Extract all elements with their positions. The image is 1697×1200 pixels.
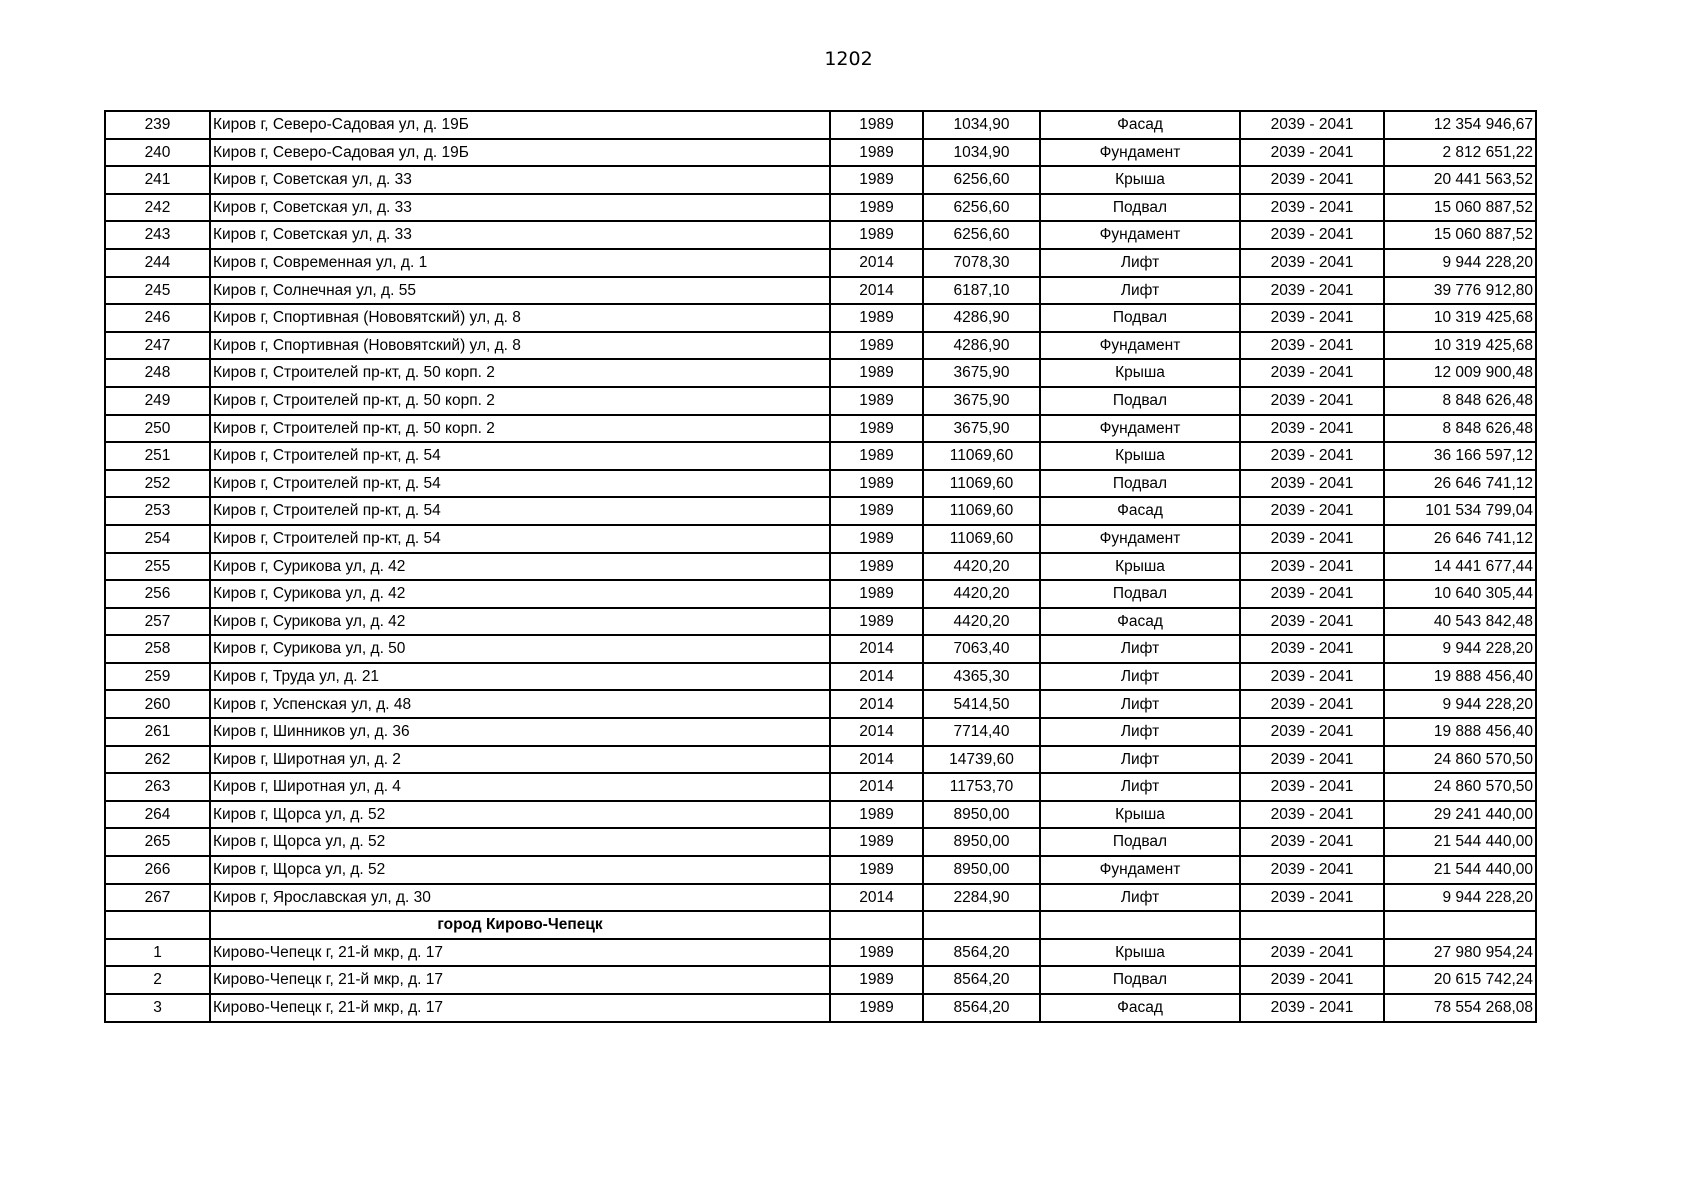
row-number-cell: 243 <box>105 221 210 249</box>
year-cell: 2014 <box>830 277 923 305</box>
cost-cell: 20 615 742,24 <box>1384 966 1536 994</box>
table-row <box>105 415 1536 443</box>
period-cell: 2039 - 2041 <box>1240 663 1384 691</box>
work-type-cell: Фасад <box>1040 608 1240 636</box>
cost-cell: 19 888 456,40 <box>1384 718 1536 746</box>
area-cell: 11753,70 <box>923 773 1040 801</box>
cost-cell: 21 544 440,00 <box>1384 828 1536 856</box>
year-cell: 1989 <box>830 332 923 360</box>
year-cell: 2014 <box>830 718 923 746</box>
cost-cell: 10 640 305,44 <box>1384 580 1536 608</box>
address-cell: Киров г, Солнечная ул, д. 55 <box>210 277 830 305</box>
work-type-cell: Лифт <box>1040 249 1240 277</box>
year-cell: 1989 <box>830 801 923 829</box>
period-cell: 2039 - 2041 <box>1240 966 1384 994</box>
period-cell: 2039 - 2041 <box>1240 939 1384 967</box>
cost-cell: 8 848 626,48 <box>1384 415 1536 443</box>
year-cell: 2014 <box>830 663 923 691</box>
work-type-cell: Фундамент <box>1040 415 1240 443</box>
table-row <box>105 746 1536 774</box>
year-cell: 1989 <box>830 994 923 1022</box>
work-type-cell: Фундамент <box>1040 856 1240 884</box>
area-cell: 4420,20 <box>923 553 1040 581</box>
address-cell: Киров г, Щорса ул, д. 52 <box>210 801 830 829</box>
year-cell: 2014 <box>830 690 923 718</box>
address-cell: Киров г, Спортивная (Нововятский) ул, д. 8 <box>210 332 830 360</box>
year-cell: 1989 <box>830 442 923 470</box>
period-cell: 2039 - 2041 <box>1240 249 1384 277</box>
table-row <box>105 166 1536 194</box>
table-row <box>105 111 1536 139</box>
year-cell: 1989 <box>830 608 923 636</box>
period-cell: 2039 - 2041 <box>1240 221 1384 249</box>
period-cell: 2039 - 2041 <box>1240 635 1384 663</box>
cost-cell: 39 776 912,80 <box>1384 277 1536 305</box>
row-number-cell: 3 <box>105 994 210 1022</box>
period-cell: 2039 - 2041 <box>1240 525 1384 553</box>
row-number-cell: 257 <box>105 608 210 636</box>
work-type-cell: Лифт <box>1040 718 1240 746</box>
row-number-cell: 2 <box>105 966 210 994</box>
table-row <box>105 966 1536 994</box>
year-cell: 1989 <box>830 497 923 525</box>
year-cell: 1989 <box>830 359 923 387</box>
table-row <box>105 221 1536 249</box>
year-cell: 1989 <box>830 415 923 443</box>
period-cell: 2039 - 2041 <box>1240 277 1384 305</box>
year-cell: 1989 <box>830 304 923 332</box>
period-cell: 2039 - 2041 <box>1240 359 1384 387</box>
row-number-cell: 253 <box>105 497 210 525</box>
area-cell: 5414,50 <box>923 690 1040 718</box>
area-cell: 2284,90 <box>923 884 1040 912</box>
work-type-cell: Лифт <box>1040 884 1240 912</box>
area-cell: 1034,90 <box>923 139 1040 167</box>
area-cell: 8564,20 <box>923 966 1040 994</box>
year-cell: 1989 <box>830 939 923 967</box>
table-row <box>105 304 1536 332</box>
table-row <box>105 580 1536 608</box>
address-cell: Киров г, Современная ул, д. 1 <box>210 249 830 277</box>
cost-cell: 40 543 842,48 <box>1384 608 1536 636</box>
period-cell: 2039 - 2041 <box>1240 746 1384 774</box>
cost-cell: 10 319 425,68 <box>1384 332 1536 360</box>
work-type-cell: Лифт <box>1040 746 1240 774</box>
area-cell: 7714,40 <box>923 718 1040 746</box>
area-cell: 4420,20 <box>923 608 1040 636</box>
empty-cell <box>830 911 923 939</box>
empty-cell <box>1384 911 1536 939</box>
work-type-cell: Фасад <box>1040 111 1240 139</box>
cost-cell: 26 646 741,12 <box>1384 470 1536 498</box>
work-type-cell: Лифт <box>1040 277 1240 305</box>
year-cell: 1989 <box>830 966 923 994</box>
work-type-cell: Фундамент <box>1040 221 1240 249</box>
year-cell: 1989 <box>830 166 923 194</box>
work-type-cell: Лифт <box>1040 635 1240 663</box>
row-number-cell: 247 <box>105 332 210 360</box>
row-number-cell: 262 <box>105 746 210 774</box>
period-cell: 2039 - 2041 <box>1240 773 1384 801</box>
page-number: 1202 <box>824 48 873 70</box>
work-type-cell: Фасад <box>1040 994 1240 1022</box>
address-cell: Киров г, Успенская ул, д. 48 <box>210 690 830 718</box>
area-cell: 8950,00 <box>923 801 1040 829</box>
address-cell: Киров г, Щорса ул, д. 52 <box>210 856 830 884</box>
year-cell: 1989 <box>830 139 923 167</box>
table-row <box>105 470 1536 498</box>
period-cell: 2039 - 2041 <box>1240 994 1384 1022</box>
cost-cell: 12 009 900,48 <box>1384 359 1536 387</box>
table-row <box>105 773 1536 801</box>
area-cell: 8950,00 <box>923 828 1040 856</box>
work-type-cell: Фасад <box>1040 497 1240 525</box>
area-cell: 7078,30 <box>923 249 1040 277</box>
cost-cell: 24 860 570,50 <box>1384 773 1536 801</box>
address-cell: Киров г, Советская ул, д. 33 <box>210 194 830 222</box>
work-type-cell: Фундамент <box>1040 332 1240 360</box>
period-cell: 2039 - 2041 <box>1240 139 1384 167</box>
area-cell: 11069,60 <box>923 442 1040 470</box>
address-cell: Киров г, Строителей пр-кт, д. 50 корп. 2 <box>210 415 830 443</box>
period-cell: 2039 - 2041 <box>1240 856 1384 884</box>
cost-cell: 101 534 799,04 <box>1384 497 1536 525</box>
work-type-cell: Лифт <box>1040 690 1240 718</box>
year-cell: 1989 <box>830 553 923 581</box>
address-cell: Кирово-Чепецк г, 21-й мкр, д. 17 <box>210 966 830 994</box>
row-number-cell: 248 <box>105 359 210 387</box>
address-cell: Киров г, Сурикова ул, д. 42 <box>210 608 830 636</box>
table-row <box>105 139 1536 167</box>
row-number-cell: 249 <box>105 387 210 415</box>
area-cell: 7063,40 <box>923 635 1040 663</box>
table-row <box>105 277 1536 305</box>
table-row <box>105 718 1536 746</box>
year-cell: 1989 <box>830 470 923 498</box>
year-cell: 1989 <box>830 828 923 856</box>
cost-cell: 9 944 228,20 <box>1384 635 1536 663</box>
cost-cell: 10 319 425,68 <box>1384 304 1536 332</box>
period-cell: 2039 - 2041 <box>1240 690 1384 718</box>
row-number-cell: 264 <box>105 801 210 829</box>
row-number-cell: 246 <box>105 304 210 332</box>
area-cell: 6187,10 <box>923 277 1040 305</box>
year-cell: 1989 <box>830 525 923 553</box>
row-number-cell: 261 <box>105 718 210 746</box>
period-cell: 2039 - 2041 <box>1240 387 1384 415</box>
period-cell: 2039 - 2041 <box>1240 497 1384 525</box>
year-cell: 2014 <box>830 249 923 277</box>
work-type-cell: Подвал <box>1040 387 1240 415</box>
row-number-cell: 265 <box>105 828 210 856</box>
area-cell: 3675,90 <box>923 387 1040 415</box>
cost-cell: 36 166 597,12 <box>1384 442 1536 470</box>
area-cell: 8564,20 <box>923 939 1040 967</box>
table-row <box>105 828 1536 856</box>
area-cell: 11069,60 <box>923 470 1040 498</box>
address-cell: Киров г, Ярославская ул, д. 30 <box>210 884 830 912</box>
address-cell: Киров г, Сурикова ул, д. 42 <box>210 580 830 608</box>
work-type-cell: Лифт <box>1040 663 1240 691</box>
year-cell: 1989 <box>830 856 923 884</box>
address-cell: Киров г, Строителей пр-кт, д. 54 <box>210 525 830 553</box>
period-cell: 2039 - 2041 <box>1240 553 1384 581</box>
row-number-cell: 255 <box>105 553 210 581</box>
period-cell: 2039 - 2041 <box>1240 442 1384 470</box>
period-cell: 2039 - 2041 <box>1240 580 1384 608</box>
table-row <box>105 194 1536 222</box>
table-row <box>105 525 1536 553</box>
table-row <box>105 884 1536 912</box>
address-cell: Киров г, Сурикова ул, д. 50 <box>210 635 830 663</box>
address-cell: Киров г, Сурикова ул, д. 42 <box>210 553 830 581</box>
table-row <box>105 663 1536 691</box>
work-type-cell: Фундамент <box>1040 525 1240 553</box>
table-row <box>105 856 1536 884</box>
address-cell: Киров г, Советская ул, д. 33 <box>210 166 830 194</box>
work-type-cell: Подвал <box>1040 828 1240 856</box>
row-number-cell: 239 <box>105 111 210 139</box>
address-cell: Киров г, Спортивная (Нововятский) ул, д. 8 <box>210 304 830 332</box>
address-cell: Киров г, Строителей пр-кт, д. 54 <box>210 442 830 470</box>
address-cell: Киров г, Труда ул, д. 21 <box>210 663 830 691</box>
table-row <box>105 249 1536 277</box>
work-type-cell: Подвал <box>1040 580 1240 608</box>
period-cell: 2039 - 2041 <box>1240 194 1384 222</box>
period-cell: 2039 - 2041 <box>1240 111 1384 139</box>
address-cell: Киров г, Широтная ул, д. 4 <box>210 773 830 801</box>
work-type-cell: Подвал <box>1040 966 1240 994</box>
address-cell: Киров г, Советская ул, д. 33 <box>210 221 830 249</box>
row-number-cell: 267 <box>105 884 210 912</box>
row-number-cell: 244 <box>105 249 210 277</box>
work-type-cell: Подвал <box>1040 470 1240 498</box>
row-number-cell: 260 <box>105 690 210 718</box>
address-cell: Киров г, Шинников ул, д. 36 <box>210 718 830 746</box>
row-number-cell: 240 <box>105 139 210 167</box>
year-cell: 2014 <box>830 884 923 912</box>
year-cell: 2014 <box>830 746 923 774</box>
row-number-cell: 258 <box>105 635 210 663</box>
row-number-cell: 256 <box>105 580 210 608</box>
row-number-cell: 1 <box>105 939 210 967</box>
year-cell: 1989 <box>830 580 923 608</box>
area-cell: 4420,20 <box>923 580 1040 608</box>
period-cell: 2039 - 2041 <box>1240 470 1384 498</box>
area-cell: 3675,90 <box>923 415 1040 443</box>
address-cell: Киров г, Северо-Садовая ул, д. 19Б <box>210 111 830 139</box>
cost-cell: 9 944 228,20 <box>1384 249 1536 277</box>
year-cell: 2014 <box>830 773 923 801</box>
cost-cell: 78 554 268,08 <box>1384 994 1536 1022</box>
cost-cell: 15 060 887,52 <box>1384 194 1536 222</box>
row-number-cell: 242 <box>105 194 210 222</box>
table-row <box>105 442 1536 470</box>
cost-cell: 21 544 440,00 <box>1384 856 1536 884</box>
period-cell: 2039 - 2041 <box>1240 884 1384 912</box>
cost-cell: 27 980 954,24 <box>1384 939 1536 967</box>
cost-cell: 20 441 563,52 <box>1384 166 1536 194</box>
table-row <box>105 387 1536 415</box>
period-cell: 2039 - 2041 <box>1240 718 1384 746</box>
cost-cell: 15 060 887,52 <box>1384 221 1536 249</box>
period-cell: 2039 - 2041 <box>1240 166 1384 194</box>
empty-cell <box>1240 911 1384 939</box>
area-cell: 4365,30 <box>923 663 1040 691</box>
year-cell: 2014 <box>830 635 923 663</box>
table-body <box>105 111 1536 1022</box>
address-cell: Киров г, Строителей пр-кт, д. 54 <box>210 497 830 525</box>
work-type-cell: Крыша <box>1040 442 1240 470</box>
cost-cell: 8 848 626,48 <box>1384 387 1536 415</box>
row-number-cell: 254 <box>105 525 210 553</box>
cost-cell: 9 944 228,20 <box>1384 690 1536 718</box>
period-cell: 2039 - 2041 <box>1240 332 1384 360</box>
area-cell: 4286,90 <box>923 332 1040 360</box>
work-type-cell: Лифт <box>1040 773 1240 801</box>
cost-cell: 12 354 946,67 <box>1384 111 1536 139</box>
work-type-cell: Крыша <box>1040 553 1240 581</box>
area-cell: 14739,60 <box>923 746 1040 774</box>
table-row <box>105 801 1536 829</box>
cost-cell: 19 888 456,40 <box>1384 663 1536 691</box>
area-cell: 6256,60 <box>923 194 1040 222</box>
row-number-cell: 245 <box>105 277 210 305</box>
cost-cell: 26 646 741,12 <box>1384 525 1536 553</box>
cost-cell: 24 860 570,50 <box>1384 746 1536 774</box>
section-title: город Кирово-Чепецк <box>210 911 830 939</box>
work-type-cell: Крыша <box>1040 801 1240 829</box>
table-row <box>105 553 1536 581</box>
table-row <box>105 635 1536 663</box>
period-cell: 2039 - 2041 <box>1240 415 1384 443</box>
period-cell: 2039 - 2041 <box>1240 608 1384 636</box>
address-cell: Киров г, Строителей пр-кт, д. 54 <box>210 470 830 498</box>
row-number-cell: 252 <box>105 470 210 498</box>
year-cell: 1989 <box>830 221 923 249</box>
table-row <box>105 994 1536 1022</box>
cost-cell: 2 812 651,22 <box>1384 139 1536 167</box>
work-type-cell: Крыша <box>1040 939 1240 967</box>
year-cell: 1989 <box>830 194 923 222</box>
work-type-cell: Фундамент <box>1040 139 1240 167</box>
period-cell: 2039 - 2041 <box>1240 801 1384 829</box>
table-row <box>105 939 1536 967</box>
table-row <box>105 359 1536 387</box>
address-cell: Кирово-Чепецк г, 21-й мкр, д. 17 <box>210 994 830 1022</box>
table-row <box>105 608 1536 636</box>
period-cell: 2039 - 2041 <box>1240 304 1384 332</box>
cost-cell: 14 441 677,44 <box>1384 553 1536 581</box>
address-cell: Киров г, Строителей пр-кт, д. 50 корп. 2 <box>210 359 830 387</box>
row-number-cell: 250 <box>105 415 210 443</box>
area-cell: 1034,90 <box>923 111 1040 139</box>
address-cell: Киров г, Строителей пр-кт, д. 50 корп. 2 <box>210 387 830 415</box>
address-cell: Киров г, Щорса ул, д. 52 <box>210 828 830 856</box>
area-cell: 11069,60 <box>923 497 1040 525</box>
year-cell: 1989 <box>830 387 923 415</box>
work-type-cell: Подвал <box>1040 304 1240 332</box>
work-type-cell: Крыша <box>1040 359 1240 387</box>
row-number-cell: 251 <box>105 442 210 470</box>
work-type-cell: Крыша <box>1040 166 1240 194</box>
row-number-cell: 259 <box>105 663 210 691</box>
empty-cell <box>1040 911 1240 939</box>
row-number-cell: 263 <box>105 773 210 801</box>
area-cell: 8950,00 <box>923 856 1040 884</box>
row-number-cell: 266 <box>105 856 210 884</box>
area-cell: 4286,90 <box>923 304 1040 332</box>
section-header-row <box>105 911 1536 939</box>
period-cell: 2039 - 2041 <box>1240 828 1384 856</box>
row-number-cell: 241 <box>105 166 210 194</box>
area-cell: 8564,20 <box>923 994 1040 1022</box>
address-cell: Киров г, Широтная ул, д. 2 <box>210 746 830 774</box>
empty-cell <box>105 911 210 939</box>
area-cell: 6256,60 <box>923 166 1040 194</box>
cost-cell: 29 241 440,00 <box>1384 801 1536 829</box>
address-cell: Киров г, Северо-Садовая ул, д. 19Б <box>210 139 830 167</box>
area-cell: 6256,60 <box>923 221 1040 249</box>
address-cell: Кирово-Чепецк г, 21-й мкр, д. 17 <box>210 939 830 967</box>
area-cell: 11069,60 <box>923 525 1040 553</box>
table-row <box>105 690 1536 718</box>
empty-cell <box>923 911 1040 939</box>
capital-repair-table <box>104 110 1537 1023</box>
work-type-cell: Подвал <box>1040 194 1240 222</box>
table-row <box>105 332 1536 360</box>
year-cell: 1989 <box>830 111 923 139</box>
area-cell: 3675,90 <box>923 359 1040 387</box>
cost-cell: 9 944 228,20 <box>1384 884 1536 912</box>
table-row <box>105 497 1536 525</box>
